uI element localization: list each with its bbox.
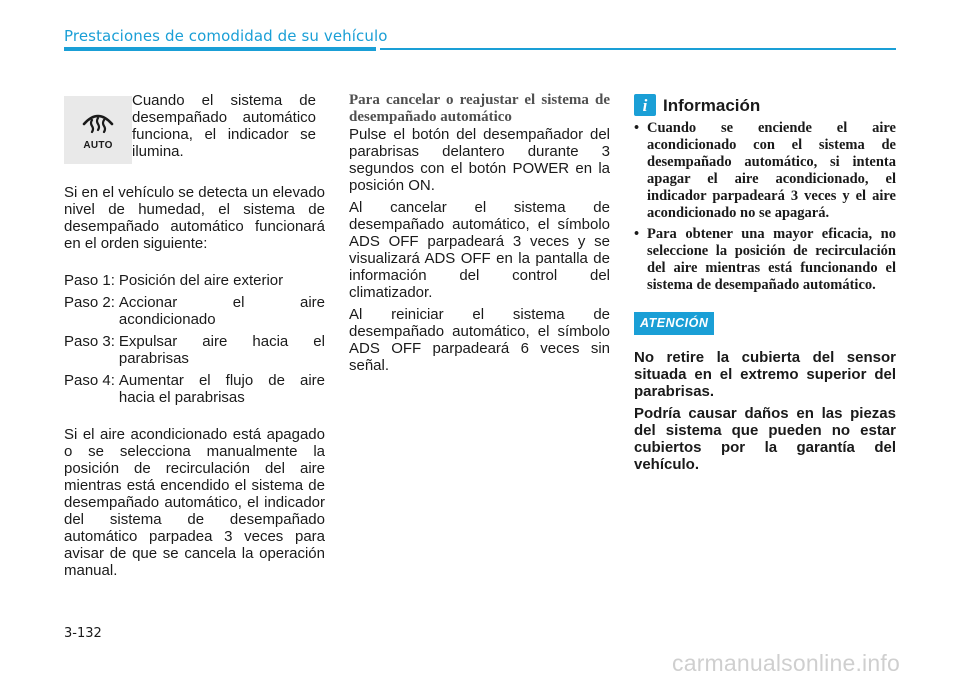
indicator-description: Cuando el sistema de desempañado automático funciona, el indicador se ilumina. — [132, 92, 316, 160]
steps-list — [64, 272, 325, 406]
warning-text-2: Podría causar daños en las piezas del sistema que pueden no estar cubiertos por la garantía del vehículo. — [634, 405, 896, 473]
column-left — [64, 92, 325, 579]
auto-defog-icon — [64, 96, 132, 164]
bullet-dot-icon: • — [634, 226, 640, 242]
step-text: Accionar el aire — [118, 294, 325, 311]
column-right — [634, 92, 896, 473]
cancel-reset-heading: Para cancelar o reajustar el sistema de desempañado automático — [349, 92, 610, 125]
header-rule-thick — [64, 47, 376, 51]
column-middle — [349, 92, 610, 374]
step-text: Aumentar el flujo de aire — [118, 372, 325, 389]
step-item — [64, 272, 325, 289]
warning-badge: ATENCIÓN — [634, 312, 714, 335]
watermark: carmanualsonline.info — [672, 650, 900, 676]
step-text: Posición del aire exterior — [118, 272, 284, 289]
windshield-defrost-icon — [80, 106, 116, 136]
warning-text-1: No retire la cubierta del sensor situada en el extremo superior del parabrisas. — [634, 349, 896, 400]
step-label: Paso 3: — [64, 333, 115, 350]
step-label: Paso 2: — [64, 294, 115, 311]
page-number: 3-132 — [64, 626, 102, 641]
step-label: Paso 1: — [64, 272, 115, 289]
info-bullet-text: Cuando se enciende el aire acondicionado con el sistema de desempañado automático, si intenta apagar el aire acondicionado, el indicador parpadeará 3 veces y el aire acondicionado no se apagará. — [647, 120, 896, 221]
info-icon: i — [634, 94, 656, 116]
info-bullet-text: Para obtener una mayor eficacia, no seleccione la posición de recirculación del aire mientras está funcionando el sistema de desempañado automático. — [647, 226, 896, 293]
step-item — [64, 372, 325, 406]
step-item — [64, 333, 325, 367]
cancel-reset-p1: Pulse el botón del desempañador del parabrisas delantero durante 3 segundos con el botón POWER en la posición ON. — [349, 126, 610, 194]
page-header-title: Prestaciones de comodidad de su vehículo — [64, 27, 388, 45]
step-label: Paso 4: — [64, 372, 115, 389]
step-text: Expulsar aire hacia el — [118, 333, 325, 350]
bullet-dot-icon: • — [634, 120, 640, 136]
header-rule-thin — [380, 48, 896, 50]
cancel-reset-p3: Al reiniciar el sistema de desempañado automático, el símbolo ADS OFF parpadeará 6 veces sin señal. — [349, 306, 610, 374]
auto-label: AUTO — [83, 140, 113, 151]
info-bullet — [634, 120, 896, 222]
humidity-paragraph: Si en el vehículo se detecta un elevado nivel de humedad, el sistema de desempañado automático funcionará en el orden siguiente: — [64, 184, 326, 252]
step-text-continued: hacia el parabrisas — [118, 389, 245, 406]
step-text-continued: parabrisas — [118, 350, 189, 367]
icon-row — [64, 92, 325, 164]
step-item — [64, 294, 325, 328]
info-title: Información — [663, 95, 761, 115]
step-text-continued: acondicionado — [118, 311, 216, 328]
info-header — [634, 94, 896, 116]
manual-cancel-paragraph: Si el aire acondicionado está apagado o se selecciona manualmente la posición de recirculación del aire mientras está encendido el sistema de desempañado automático, el indicador del sistema de desempañado automático parpadea 3 veces para avisar de que se cancela la operación manual. — [64, 426, 325, 579]
cancel-reset-p2: Al cancelar el sistema de desempañado automático, el símbolo ADS OFF parpadeará 3 veces y se visualizará ADS OFF en la pantalla de información del control del climatizador. — [349, 199, 610, 301]
info-bullet — [634, 226, 896, 294]
